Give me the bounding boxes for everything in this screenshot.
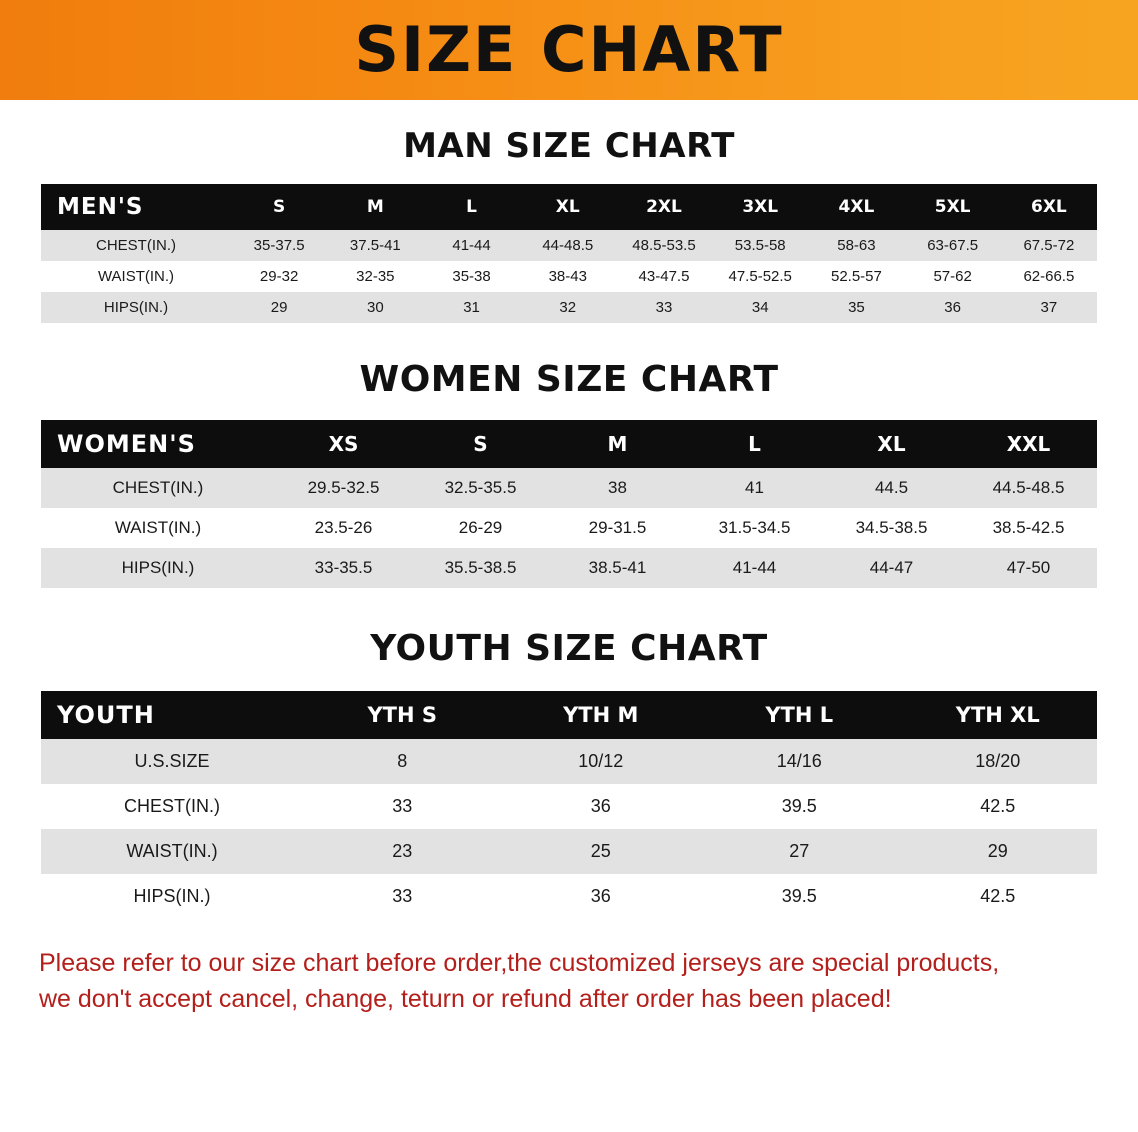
table-row	[41, 739, 1097, 784]
youth-hips-m: 36	[502, 874, 701, 919]
women-chest-s: 32.5-35.5	[412, 468, 549, 508]
man-hips-2xl: 33	[616, 292, 712, 323]
youth-ussize-s: 8	[303, 739, 502, 784]
table-row	[41, 829, 1097, 874]
man-hips-6xl: 37	[1001, 292, 1097, 323]
man-waist-2xl: 43-47.5	[616, 261, 712, 292]
man-waist-xl: 38-43	[520, 261, 616, 292]
policy-note	[39, 945, 1099, 1018]
man-hips-m: 30	[327, 292, 423, 323]
man-chest-4xl: 58-63	[808, 230, 904, 261]
women-header-xl: XL	[823, 420, 960, 468]
women-section-heading: WOMEN SIZE CHART	[359, 359, 779, 400]
table-header-row	[41, 420, 1097, 468]
women-hips-xxl: 47-50	[960, 548, 1097, 588]
man-header-l: L	[423, 184, 519, 230]
man-header-label: MEN'S	[41, 184, 231, 230]
women-row-hips-label: HIPS(IN.)	[41, 548, 275, 588]
youth-chest-l: 39.5	[700, 784, 899, 829]
man-waist-l: 35-38	[423, 261, 519, 292]
youth-chest-xl: 42.5	[899, 784, 1098, 829]
women-size-table	[41, 420, 1097, 588]
youth-row-hips-label: HIPS(IN.)	[41, 874, 303, 919]
youth-chest-s: 33	[303, 784, 502, 829]
women-chest-l: 41	[686, 468, 823, 508]
man-table-wrap	[41, 184, 1097, 323]
youth-header-s: YTH S	[303, 691, 502, 739]
youth-waist-m: 25	[502, 829, 701, 874]
youth-hips-l: 39.5	[700, 874, 899, 919]
table-row	[41, 548, 1097, 588]
women-chest-xs: 29.5-32.5	[275, 468, 412, 508]
women-waist-xl: 34.5-38.5	[823, 508, 960, 548]
women-header-xxl: XXL	[960, 420, 1097, 468]
policy-note-line-2: we don't accept cancel, change, teturn or refund after order has been placed!	[39, 985, 892, 1014]
man-hips-4xl: 35	[808, 292, 904, 323]
man-header-xl: XL	[520, 184, 616, 230]
women-table-head	[41, 420, 1097, 468]
man-hips-5xl: 36	[905, 292, 1001, 323]
women-waist-xs: 23.5-26	[275, 508, 412, 548]
women-chest-m: 38	[549, 468, 686, 508]
man-header-2xl: 2XL	[616, 184, 712, 230]
women-row-chest-label: CHEST(IN.)	[41, 468, 275, 508]
youth-header-label: YOUTH	[41, 691, 303, 739]
man-chest-5xl: 63-67.5	[905, 230, 1001, 261]
man-chest-l: 41-44	[423, 230, 519, 261]
policy-note-line-1: Please refer to our size chart before order,the customized jerseys are special products,	[39, 949, 1000, 977]
page-banner	[0, 0, 1138, 100]
women-hips-xl: 44-47	[823, 548, 960, 588]
youth-waist-s: 23	[303, 829, 502, 874]
women-header-label: WOMEN'S	[41, 420, 275, 468]
women-header-m: M	[549, 420, 686, 468]
women-table-body	[41, 468, 1097, 588]
table-row	[41, 468, 1097, 508]
youth-ussize-m: 10/12	[502, 739, 701, 784]
women-hips-s: 35.5-38.5	[412, 548, 549, 588]
youth-row-chest-label: CHEST(IN.)	[41, 784, 303, 829]
youth-ussize-l: 14/16	[700, 739, 899, 784]
youth-header-l: YTH L	[700, 691, 899, 739]
man-header-m: M	[327, 184, 423, 230]
man-table-body	[41, 230, 1097, 323]
man-waist-5xl: 57-62	[905, 261, 1001, 292]
man-header-s: S	[231, 184, 327, 230]
table-header-row	[41, 184, 1097, 230]
youth-row-waist-label: WAIST(IN.)	[41, 829, 303, 874]
man-hips-l: 31	[423, 292, 519, 323]
man-waist-3xl: 47.5-52.5	[712, 261, 808, 292]
women-hips-m: 38.5-41	[549, 548, 686, 588]
man-section-heading: MAN SIZE CHART	[403, 126, 735, 166]
table-row	[41, 874, 1097, 919]
man-chest-6xl: 67.5-72	[1001, 230, 1097, 261]
youth-chest-m: 36	[502, 784, 701, 829]
youth-header-m: YTH M	[502, 691, 701, 739]
youth-table-wrap	[41, 691, 1097, 919]
youth-waist-l: 27	[700, 829, 899, 874]
man-header-3xl: 3XL	[712, 184, 808, 230]
man-chest-xl: 44-48.5	[520, 230, 616, 261]
youth-hips-xl: 42.5	[899, 874, 1098, 919]
man-waist-s: 29-32	[231, 261, 327, 292]
women-header-s: S	[412, 420, 549, 468]
table-row	[41, 784, 1097, 829]
table-row	[41, 230, 1097, 261]
women-hips-l: 41-44	[686, 548, 823, 588]
women-table-wrap	[41, 420, 1097, 588]
youth-ussize-xl: 18/20	[899, 739, 1098, 784]
man-hips-xl: 32	[520, 292, 616, 323]
youth-size-table	[41, 691, 1097, 919]
man-table-head	[41, 184, 1097, 230]
women-hips-xs: 33-35.5	[275, 548, 412, 588]
man-chest-s: 35-37.5	[231, 230, 327, 261]
man-header-4xl: 4XL	[808, 184, 904, 230]
man-waist-6xl: 62-66.5	[1001, 261, 1097, 292]
man-chest-2xl: 48.5-53.5	[616, 230, 712, 261]
youth-table-head	[41, 691, 1097, 739]
man-header-5xl: 5XL	[905, 184, 1001, 230]
man-header-6xl: 6XL	[1001, 184, 1097, 230]
youth-section-heading: YOUTH SIZE CHART	[370, 628, 768, 669]
women-chest-xl: 44.5	[823, 468, 960, 508]
page-title: SIZE CHART	[354, 13, 784, 86]
man-waist-m: 32-35	[327, 261, 423, 292]
youth-hips-s: 33	[303, 874, 502, 919]
women-row-waist-label: WAIST(IN.)	[41, 508, 275, 548]
women-chest-xxl: 44.5-48.5	[960, 468, 1097, 508]
youth-row-ussize-label: U.S.SIZE	[41, 739, 303, 784]
man-size-table	[41, 184, 1097, 323]
table-row	[41, 292, 1097, 323]
youth-waist-xl: 29	[899, 829, 1098, 874]
women-waist-l: 31.5-34.5	[686, 508, 823, 548]
man-hips-s: 29	[231, 292, 327, 323]
youth-table-body	[41, 739, 1097, 919]
man-chest-m: 37.5-41	[327, 230, 423, 261]
man-row-chest-label: CHEST(IN.)	[41, 230, 231, 261]
women-waist-s: 26-29	[412, 508, 549, 548]
man-hips-3xl: 34	[712, 292, 808, 323]
women-header-xs: XS	[275, 420, 412, 468]
man-row-waist-label: WAIST(IN.)	[41, 261, 231, 292]
women-waist-m: 29-31.5	[549, 508, 686, 548]
youth-header-xl: YTH XL	[899, 691, 1098, 739]
table-row	[41, 261, 1097, 292]
man-chest-3xl: 53.5-58	[712, 230, 808, 261]
man-waist-4xl: 52.5-57	[808, 261, 904, 292]
table-header-row	[41, 691, 1097, 739]
women-waist-xxl: 38.5-42.5	[960, 508, 1097, 548]
man-row-hips-label: HIPS(IN.)	[41, 292, 231, 323]
women-header-l: L	[686, 420, 823, 468]
table-row	[41, 508, 1097, 548]
